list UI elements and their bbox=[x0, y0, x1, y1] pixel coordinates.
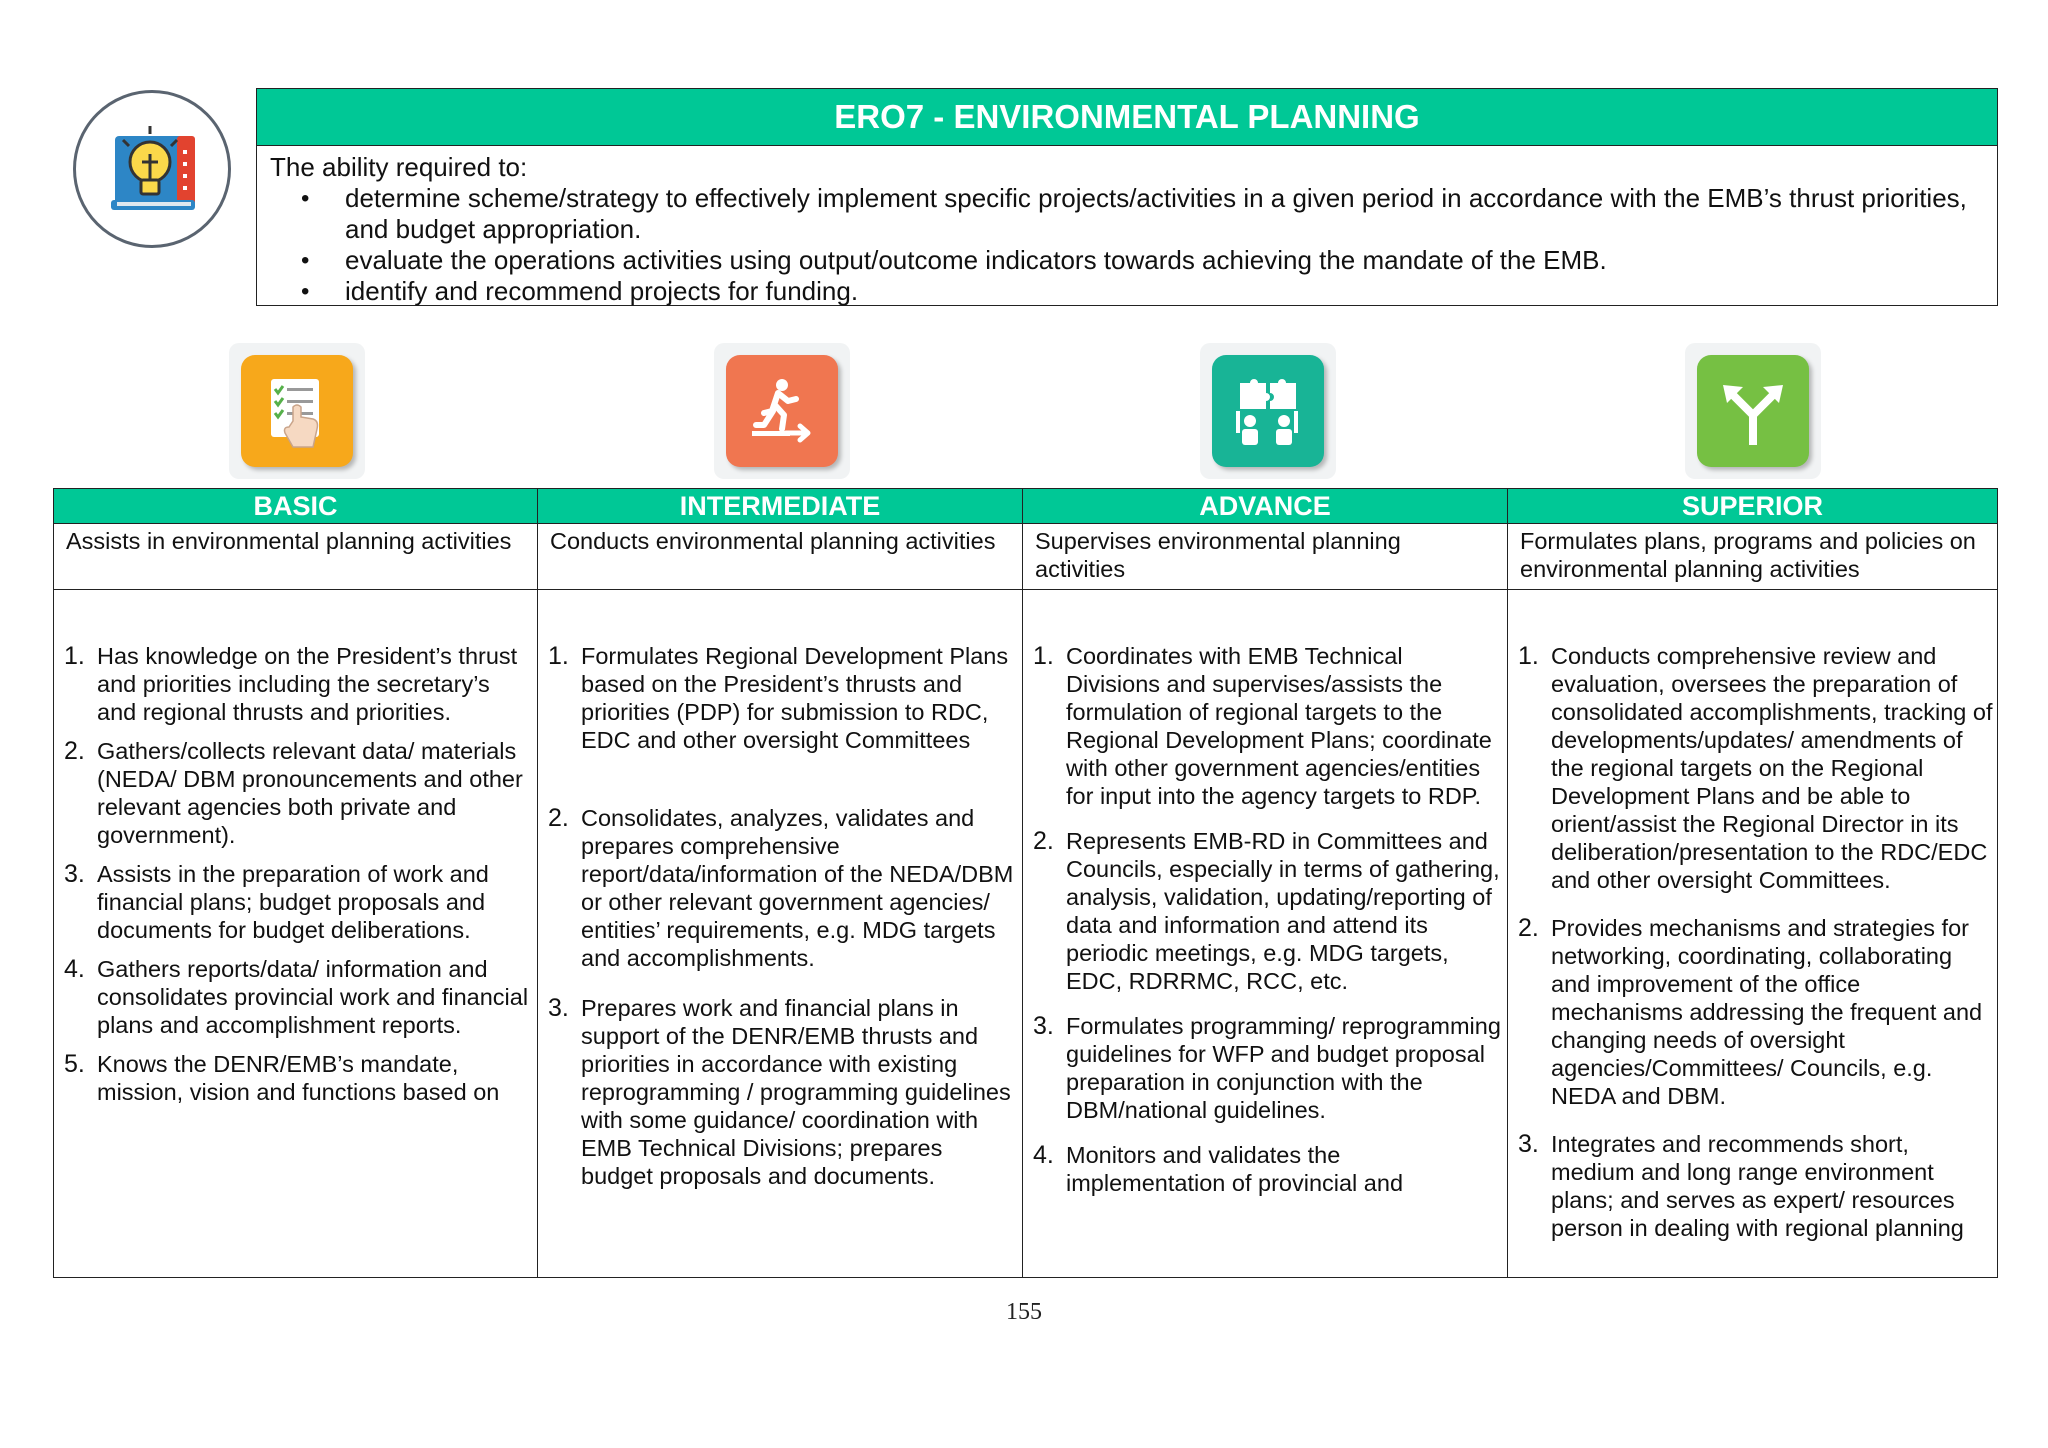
page-number: 155 bbox=[1006, 1299, 1042, 1325]
indicators-intermediate bbox=[538, 590, 1023, 1277]
competency-header bbox=[256, 88, 1998, 306]
level-description-advance: Supervises environmental planning activities bbox=[1023, 524, 1508, 590]
indicator-item: 3. Prepares work and financial plans in support of the DENR/EMB thrusts and priorities in accordance with existing reprogramming / programming guidelines with some guidance/ coordination with EMB Technical Divisions; prepares budget proposals and documents. bbox=[548, 994, 1011, 1189]
book-lightbulb-icon bbox=[73, 90, 231, 248]
indicator-item: 2. Gathers/collects relevant data/ materials (NEDA/ DBM pronouncements and other relevant agencies both private and government). bbox=[64, 737, 523, 848]
level-description-superior: Formulates plans, programs and policies on environmental planning activities bbox=[1508, 524, 1997, 590]
definition-intro: The ability required to: bbox=[270, 152, 528, 182]
indicator-item: 3. Assists in the preparation of work and financial plans; budget proposals and documents for budget deliberations. bbox=[64, 860, 489, 943]
proficiency-table bbox=[53, 488, 1998, 1278]
indicator-item: 2. Provides mechanisms and strategies for networking, coordinating, collaborating and improvement of the office mechanisms addressing the frequent and changing needs of oversight agencies/Committees/ Councils, e.g. NEDA and DBM. bbox=[1518, 914, 1983, 1109]
puzzle-people-icon bbox=[1200, 343, 1336, 479]
indicators-advance bbox=[1023, 590, 1508, 1277]
definition-bullet: • evaluate the operations activities using output/outcome indicators towards achieving the mandate of the EMB. bbox=[345, 245, 1984, 276]
indicators-superior bbox=[1508, 590, 1997, 1277]
indicators-basic bbox=[54, 590, 538, 1277]
level-description-intermediate: Conducts environmental planning activities bbox=[538, 524, 1023, 590]
exit-running-man-icon bbox=[714, 343, 850, 479]
indicator-item: 4. Monitors and validates the implementation of provincial and bbox=[1033, 1141, 1404, 1196]
level-header-superior: SUPERIOR bbox=[1508, 489, 1997, 524]
definition-bullet: • identify and recommend projects for funding. bbox=[345, 276, 1984, 307]
level-header-basic: BASIC bbox=[54, 489, 538, 524]
level-header-advance: ADVANCE bbox=[1023, 489, 1508, 524]
indicator-item: 5. Knows the DENR/EMB’s mandate, mission, vision and functions based on bbox=[64, 1050, 500, 1105]
indicator-item: 1. Has knowledge on the President’s thrust and priorities including the secretary’s and regional thrusts and priorities. bbox=[64, 642, 518, 725]
competency-title: ERO7 - ENVIRONMENTAL PLANNING bbox=[257, 89, 1997, 146]
indicator-item: 3. Formulates programming/ reprogramming guidelines for WFP and budget proposal preparation in conjunction with the DBM/national guidelines. bbox=[1033, 1012, 1501, 1123]
split-arrows-icon bbox=[1685, 343, 1821, 479]
indicator-item: 1. Formulates Regional Development Plans based on the President’s thrusts and priorities (PDP) for submission to RDC, EDC and other oversight Committees bbox=[548, 642, 1009, 753]
indicator-item: 2. Consolidates, analyzes, validates and prepares comprehensive report/data/information of the NEDA/DBM or other relevant government agencies/ entities’ requirements, e.g. MDG targets and accomplishments. bbox=[548, 804, 1014, 971]
indicator-item: 3. Integrates and recommends short, medium and long range environment plans; and serves as expert/ resources person in dealing with regional planning bbox=[1518, 1130, 1964, 1241]
competency-definition bbox=[257, 146, 1997, 307]
level-header-intermediate: INTERMEDIATE bbox=[538, 489, 1023, 524]
level-description-basic: Assists in environmental planning activities bbox=[54, 524, 538, 590]
checklist-hand-icon bbox=[229, 343, 365, 479]
indicator-item: 2. Represents EMB-RD in Committees and Councils, especially in terms of gathering, analysis, validation, updating/reporting of data and information and attend its periodic meetings, e.g. MDG targets, EDC, RDRRMC, RCC, etc. bbox=[1033, 827, 1500, 994]
definition-bullets bbox=[270, 183, 1984, 307]
indicator-item: 1. Coordinates with EMB Technical Divisions and supervises/assists the formulation of regional targets to the Regional Development Plans; coordinate with other government agencies/entities for input into the agency targets to RDP. bbox=[1033, 642, 1492, 809]
definition-bullet: • determine scheme/strategy to effectively implement specific projects/activities in a given period in accordance with the EMB’s thrust priorities, and budget appropriation. bbox=[345, 183, 1984, 245]
indicator-item: 4. Gathers reports/data/ information and consolidates provincial work and financial plans and accomplishment reports. bbox=[64, 955, 529, 1038]
indicator-item: 1. Conducts comprehensive review and evaluation, oversees the preparation of consolidated accomplishments, tracking of developments/updates/ amendments of the regional targets on the Regional Development Plans and be able to orient/assist the Regional Director in its deliberation/presentation to the RDC/EDC and other oversight Committees. bbox=[1518, 642, 1993, 893]
